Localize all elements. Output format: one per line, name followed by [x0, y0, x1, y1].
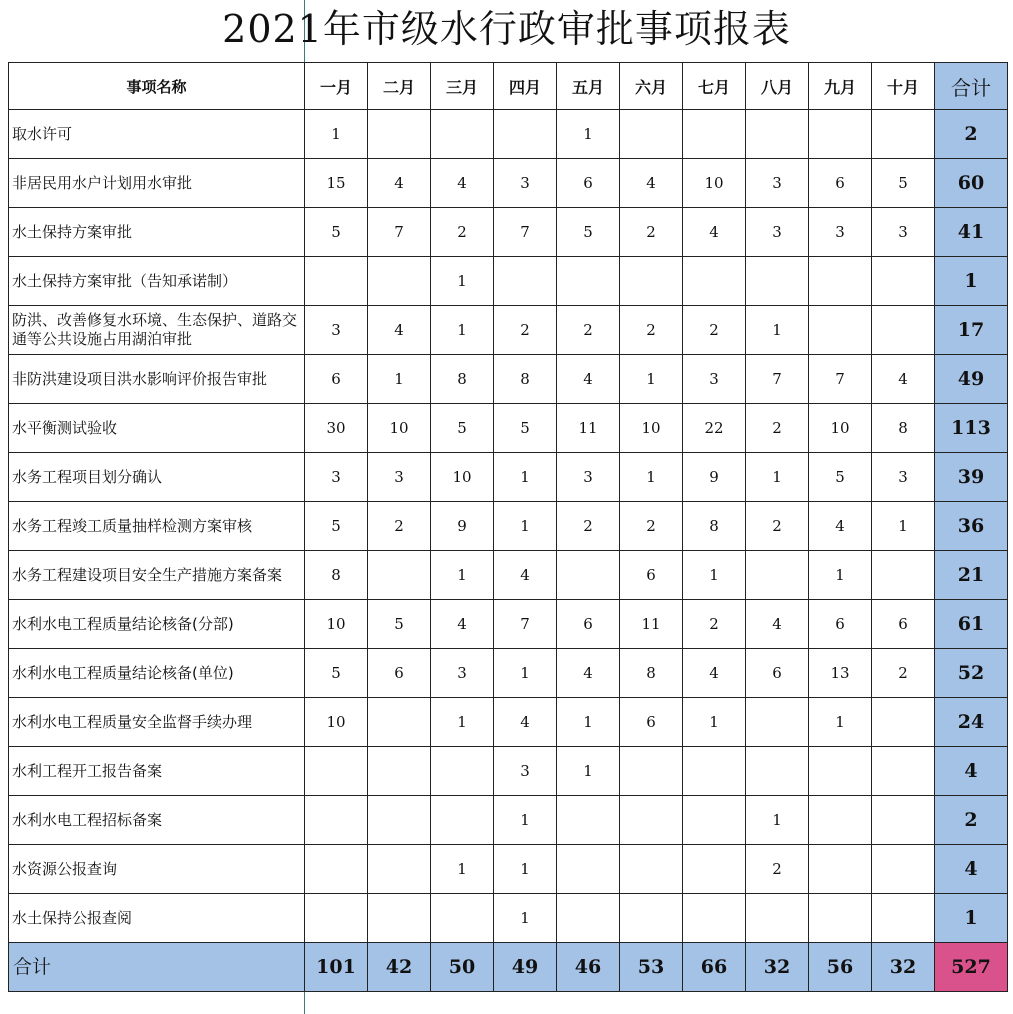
month-count-cell: 2 [872, 649, 935, 698]
month-count-cell: 6 [557, 159, 620, 208]
month-count-cell: 8 [620, 649, 683, 698]
item-name-cell: 水土保持方案审批 [9, 208, 305, 257]
month-total-cell: 49 [494, 943, 557, 992]
month-count-cell: 4 [431, 600, 494, 649]
month-total-cell: 66 [683, 943, 746, 992]
month-count-cell [557, 551, 620, 600]
table-row [9, 257, 1008, 306]
month-count-cell: 3 [557, 453, 620, 502]
month-count-cell [305, 747, 368, 796]
month-count-cell: 1 [746, 453, 809, 502]
month-count-cell: 6 [620, 698, 683, 747]
month-count-cell [557, 257, 620, 306]
item-name-cell: 水土保持公报查阅 [9, 894, 305, 943]
month-count-cell [809, 110, 872, 159]
month-count-cell: 11 [557, 404, 620, 453]
table-row [9, 159, 1008, 208]
header-total: 合计 [935, 63, 1008, 110]
month-count-cell [305, 257, 368, 306]
month-count-cell: 5 [557, 208, 620, 257]
month-count-cell: 1 [809, 698, 872, 747]
grand-total-cell: 527 [935, 943, 1008, 992]
month-count-cell [683, 257, 746, 306]
month-count-cell: 4 [557, 649, 620, 698]
month-count-cell [368, 747, 431, 796]
approval-report-table [8, 62, 1008, 992]
month-count-cell [431, 747, 494, 796]
month-count-cell: 1 [431, 698, 494, 747]
month-count-cell: 6 [368, 649, 431, 698]
month-count-cell [368, 698, 431, 747]
month-count-cell: 1 [872, 502, 935, 551]
month-count-cell [305, 894, 368, 943]
month-count-cell: 10 [431, 453, 494, 502]
month-total-cell: 56 [809, 943, 872, 992]
month-count-cell [305, 845, 368, 894]
month-count-cell: 9 [683, 453, 746, 502]
month-count-cell: 4 [872, 355, 935, 404]
month-count-cell: 4 [620, 159, 683, 208]
table-row [9, 796, 1008, 845]
month-count-cell: 1 [431, 845, 494, 894]
month-count-cell: 4 [683, 208, 746, 257]
row-total-cell: 4 [935, 845, 1008, 894]
month-total-cell: 50 [431, 943, 494, 992]
month-count-cell [872, 698, 935, 747]
month-count-cell: 2 [683, 306, 746, 355]
month-count-cell: 8 [872, 404, 935, 453]
table-row [9, 110, 1008, 159]
header-month: 八月 [746, 63, 809, 110]
month-count-cell: 3 [746, 159, 809, 208]
month-count-cell: 1 [809, 551, 872, 600]
month-count-cell [683, 845, 746, 894]
table-row [9, 453, 1008, 502]
month-total-cell: 46 [557, 943, 620, 992]
item-name-cell: 非防洪建设项目洪水影响评价报告审批 [9, 355, 305, 404]
month-count-cell: 7 [494, 208, 557, 257]
row-total-cell: 49 [935, 355, 1008, 404]
month-count-cell: 8 [431, 355, 494, 404]
row-total-cell: 21 [935, 551, 1008, 600]
month-count-cell: 8 [494, 355, 557, 404]
month-count-cell [557, 796, 620, 845]
month-count-cell [746, 551, 809, 600]
item-name-cell: 水土保持方案审批（告知承诺制） [9, 257, 305, 306]
month-count-cell: 1 [368, 355, 431, 404]
header-month: 一月 [305, 63, 368, 110]
month-count-cell: 3 [494, 159, 557, 208]
month-count-cell: 1 [431, 257, 494, 306]
month-count-cell: 6 [809, 159, 872, 208]
month-count-cell: 3 [872, 453, 935, 502]
row-total-cell: 41 [935, 208, 1008, 257]
month-count-cell: 8 [305, 551, 368, 600]
table-row [9, 649, 1008, 698]
month-count-cell [809, 894, 872, 943]
month-count-cell: 7 [746, 355, 809, 404]
month-count-cell [368, 845, 431, 894]
month-count-cell: 13 [809, 649, 872, 698]
month-count-cell: 5 [494, 404, 557, 453]
month-count-cell [620, 796, 683, 845]
month-count-cell [683, 894, 746, 943]
month-count-cell [872, 894, 935, 943]
month-count-cell [809, 257, 872, 306]
item-name-cell: 水务工程项目划分确认 [9, 453, 305, 502]
month-count-cell: 2 [368, 502, 431, 551]
month-count-cell: 7 [809, 355, 872, 404]
table-row [9, 208, 1008, 257]
month-count-cell: 10 [683, 159, 746, 208]
month-count-cell: 5 [305, 502, 368, 551]
month-count-cell: 1 [431, 551, 494, 600]
month-total-cell: 32 [746, 943, 809, 992]
item-name-cell: 水务工程建设项目安全生产措施方案备案 [9, 551, 305, 600]
month-count-cell: 4 [683, 649, 746, 698]
month-count-cell: 4 [494, 551, 557, 600]
month-count-cell: 2 [431, 208, 494, 257]
month-count-cell [620, 747, 683, 796]
month-count-cell: 2 [620, 502, 683, 551]
header-month: 三月 [431, 63, 494, 110]
month-count-cell [872, 306, 935, 355]
month-count-cell: 1 [620, 453, 683, 502]
row-total-cell: 61 [935, 600, 1008, 649]
month-count-cell: 10 [809, 404, 872, 453]
month-count-cell: 8 [683, 502, 746, 551]
month-count-cell: 1 [683, 698, 746, 747]
month-count-cell: 7 [494, 600, 557, 649]
month-count-cell [431, 894, 494, 943]
row-total-cell: 52 [935, 649, 1008, 698]
month-count-cell: 11 [620, 600, 683, 649]
table-row [9, 747, 1008, 796]
row-total-cell: 39 [935, 453, 1008, 502]
month-count-cell: 3 [809, 208, 872, 257]
month-count-cell: 15 [305, 159, 368, 208]
month-count-cell: 9 [431, 502, 494, 551]
item-name-cell: 非居民用水户计划用水审批 [9, 159, 305, 208]
month-count-cell [872, 551, 935, 600]
month-count-cell [557, 845, 620, 894]
table-row [9, 502, 1008, 551]
month-count-cell: 4 [431, 159, 494, 208]
month-count-cell: 1 [494, 502, 557, 551]
month-count-cell: 6 [746, 649, 809, 698]
month-count-cell: 3 [683, 355, 746, 404]
month-count-cell: 3 [368, 453, 431, 502]
table-row [9, 306, 1008, 355]
header-month: 十月 [872, 63, 935, 110]
header-month: 五月 [557, 63, 620, 110]
table-row [9, 355, 1008, 404]
month-count-cell: 1 [494, 649, 557, 698]
month-count-cell: 2 [683, 600, 746, 649]
month-count-cell: 1 [494, 894, 557, 943]
header-month: 七月 [683, 63, 746, 110]
item-name-cell: 水利水电工程质量结论核备(分部) [9, 600, 305, 649]
month-count-cell [368, 257, 431, 306]
month-count-cell: 2 [557, 306, 620, 355]
month-count-cell: 4 [368, 306, 431, 355]
month-count-cell [368, 894, 431, 943]
row-total-cell: 113 [935, 404, 1008, 453]
month-count-cell: 5 [305, 208, 368, 257]
month-count-cell [368, 110, 431, 159]
month-count-cell [620, 110, 683, 159]
month-count-cell [683, 796, 746, 845]
month-count-cell: 3 [305, 306, 368, 355]
month-count-cell: 2 [557, 502, 620, 551]
month-count-cell [683, 110, 746, 159]
month-count-cell: 6 [872, 600, 935, 649]
month-count-cell [620, 845, 683, 894]
month-count-cell [431, 796, 494, 845]
table-row [9, 845, 1008, 894]
month-count-cell: 5 [305, 649, 368, 698]
table-row [9, 551, 1008, 600]
month-count-cell [620, 257, 683, 306]
header-month: 九月 [809, 63, 872, 110]
item-name-cell: 取水许可 [9, 110, 305, 159]
month-count-cell [872, 110, 935, 159]
month-count-cell [557, 894, 620, 943]
month-count-cell [872, 845, 935, 894]
month-count-cell: 10 [305, 698, 368, 747]
month-count-cell: 6 [557, 600, 620, 649]
month-count-cell: 4 [557, 355, 620, 404]
month-count-cell: 3 [494, 747, 557, 796]
month-count-cell: 1 [305, 110, 368, 159]
report-title: 2021年市级水行政审批事项报表 [222, 7, 791, 51]
month-count-cell: 2 [494, 306, 557, 355]
month-count-cell: 3 [431, 649, 494, 698]
month-count-cell [872, 257, 935, 306]
month-count-cell [872, 796, 935, 845]
month-count-cell [746, 698, 809, 747]
month-count-cell: 2 [620, 306, 683, 355]
month-count-cell [494, 110, 557, 159]
row-total-cell: 1 [935, 257, 1008, 306]
item-name-cell: 水利工程开工报告备案 [9, 747, 305, 796]
month-count-cell: 1 [494, 796, 557, 845]
month-total-cell: 53 [620, 943, 683, 992]
month-count-cell: 5 [809, 453, 872, 502]
month-count-cell: 4 [746, 600, 809, 649]
month-count-cell [746, 894, 809, 943]
month-count-cell: 1 [746, 796, 809, 845]
row-total-cell: 24 [935, 698, 1008, 747]
month-count-cell: 3 [746, 208, 809, 257]
item-name-cell: 水平衡测试验收 [9, 404, 305, 453]
month-count-cell: 2 [746, 502, 809, 551]
month-count-cell: 3 [872, 208, 935, 257]
row-total-cell: 17 [935, 306, 1008, 355]
item-name-cell: 水利水电工程质量安全监督手续办理 [9, 698, 305, 747]
month-count-cell: 1 [494, 453, 557, 502]
month-total-cell: 32 [872, 943, 935, 992]
month-count-cell: 10 [620, 404, 683, 453]
month-count-cell: 1 [683, 551, 746, 600]
month-count-cell: 1 [494, 845, 557, 894]
month-count-cell: 1 [620, 355, 683, 404]
row-total-cell: 2 [935, 796, 1008, 845]
month-count-cell: 10 [305, 600, 368, 649]
month-count-cell [809, 796, 872, 845]
item-name-cell: 水利水电工程质量结论核备(单位) [9, 649, 305, 698]
item-name-cell: 水资源公报查询 [9, 845, 305, 894]
month-count-cell: 7 [368, 208, 431, 257]
month-count-cell [872, 747, 935, 796]
month-count-cell [431, 110, 494, 159]
header-month: 四月 [494, 63, 557, 110]
row-total-cell: 36 [935, 502, 1008, 551]
row-total-cell: 60 [935, 159, 1008, 208]
month-total-cell: 101 [305, 943, 368, 992]
month-count-cell [368, 796, 431, 845]
month-count-cell: 10 [368, 404, 431, 453]
month-count-cell: 6 [305, 355, 368, 404]
month-count-cell: 3 [305, 453, 368, 502]
month-count-cell [746, 110, 809, 159]
total-label-cell: 合计 [9, 943, 305, 992]
header-row [9, 63, 1008, 110]
month-count-cell [809, 747, 872, 796]
month-count-cell: 22 [683, 404, 746, 453]
header-month: 二月 [368, 63, 431, 110]
month-count-cell [620, 894, 683, 943]
month-count-cell: 2 [620, 208, 683, 257]
item-name-cell: 防洪、改善修复水环境、生态保护、道路交通等公共设施占用湖泊审批 [9, 306, 305, 355]
month-count-cell [746, 747, 809, 796]
month-count-cell [368, 551, 431, 600]
item-name-cell: 水务工程竣工质量抽样检测方案审核 [9, 502, 305, 551]
month-count-cell: 1 [746, 306, 809, 355]
month-count-cell: 1 [557, 698, 620, 747]
month-count-cell: 2 [746, 404, 809, 453]
month-count-cell: 2 [746, 845, 809, 894]
month-count-cell [746, 257, 809, 306]
month-count-cell: 1 [557, 110, 620, 159]
table-row [9, 404, 1008, 453]
month-total-cell: 42 [368, 943, 431, 992]
month-count-cell: 30 [305, 404, 368, 453]
month-count-cell: 5 [368, 600, 431, 649]
month-count-cell: 4 [368, 159, 431, 208]
month-count-cell [494, 257, 557, 306]
month-count-cell: 5 [431, 404, 494, 453]
month-count-cell [305, 796, 368, 845]
total-row [9, 943, 1008, 992]
row-total-cell: 1 [935, 894, 1008, 943]
row-total-cell: 2 [935, 110, 1008, 159]
month-count-cell: 4 [809, 502, 872, 551]
item-name-cell: 水利水电工程招标备案 [9, 796, 305, 845]
table-row [9, 894, 1008, 943]
row-total-cell: 4 [935, 747, 1008, 796]
table-row [9, 600, 1008, 649]
month-count-cell: 4 [494, 698, 557, 747]
header-month: 六月 [620, 63, 683, 110]
month-count-cell: 5 [872, 159, 935, 208]
month-count-cell [683, 747, 746, 796]
month-count-cell: 6 [809, 600, 872, 649]
month-count-cell: 1 [557, 747, 620, 796]
header-item-name: 事项名称 [9, 63, 305, 110]
table-row [9, 698, 1008, 747]
month-count-cell [809, 845, 872, 894]
month-count-cell: 6 [620, 551, 683, 600]
month-count-cell: 1 [431, 306, 494, 355]
month-count-cell [809, 306, 872, 355]
